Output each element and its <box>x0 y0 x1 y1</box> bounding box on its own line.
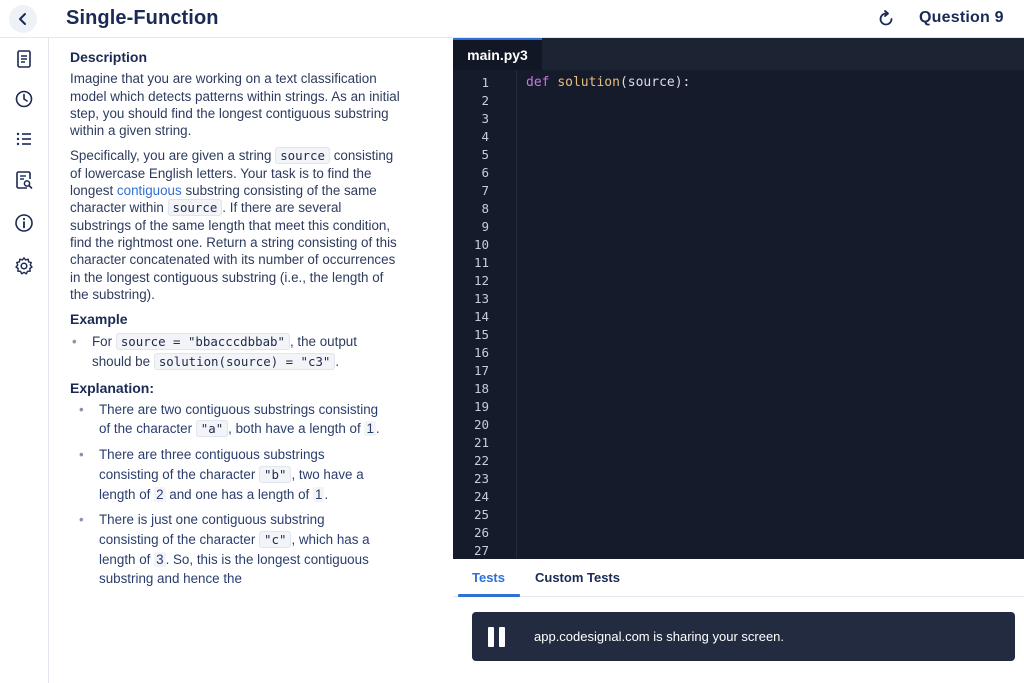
line-number: 12 <box>473 273 489 288</box>
inline-code: source <box>275 147 330 164</box>
clock-icon[interactable] <box>12 87 36 111</box>
line-number: 9 <box>481 219 489 234</box>
line-number: 25 <box>473 507 489 522</box>
inline-code: source = "bbacccdbbab" <box>116 333 290 350</box>
example-item: • For source = "bbacccdbbab" , the output should be solution(source) = "c3" . <box>70 332 400 372</box>
line-number: 1 <box>481 75 489 90</box>
example-heading: Example <box>70 311 128 328</box>
code-input-area[interactable] <box>516 70 1024 559</box>
page-title: Single-Function <box>66 7 219 29</box>
line-number: 17 <box>473 363 489 378</box>
search-document-icon[interactable] <box>12 168 36 192</box>
tests-panel <box>453 559 1024 683</box>
inline-code: solution(source) = "c3" <box>154 353 336 370</box>
screen-share-message: app.codesignal.com is sharing your screen. <box>534 629 785 644</box>
line-number: 19 <box>473 399 489 414</box>
tests-tab-bar <box>453 559 1024 597</box>
contiguous-link[interactable]: contiguous <box>116 183 182 199</box>
line-number: 14 <box>473 309 489 324</box>
line-number: 15 <box>473 327 489 342</box>
line-number: 20 <box>473 417 489 432</box>
line-number: 5 <box>481 147 489 162</box>
line-number-gutter <box>453 74 515 560</box>
question-number[interactable]: Question 9 <box>919 9 1004 26</box>
explanation-item: • There is just one contiguous substring consisting of the character "c" , which has a length of 3 . So, this is the longest contiguous substring and hence the <box>70 510 380 589</box>
tab-custom-tests[interactable]: Custom Tests <box>535 570 620 585</box>
screen-share-banner <box>472 612 1015 661</box>
explanation-item: • There are three contiguous substrings consisting of the character "b" , two have a length of 2 and one has a length of 1 . <box>70 445 380 504</box>
line-number: 10 <box>473 237 489 252</box>
list-icon[interactable] <box>12 127 36 151</box>
active-tab-indicator <box>458 594 520 597</box>
info-icon[interactable] <box>12 211 36 235</box>
line-number: 22 <box>473 453 489 468</box>
line-number: 2 <box>481 93 489 108</box>
line-number: 13 <box>473 291 489 306</box>
example-list <box>70 332 452 372</box>
line-number: 27 <box>473 543 489 558</box>
sidebar <box>0 38 49 683</box>
line-number: 26 <box>473 525 489 540</box>
line-number: 6 <box>481 165 489 180</box>
line-number: 3 <box>481 111 489 126</box>
description-spec: Specifically, you are given a string source consisting of lowercase English letters. Your task is to find the longest contiguous substring consisting of the same character within source . If there are several substrings of the same length that meet this condition, find the rightmost one. Return a string consisting of this character concatenated with its number of occurrences in the longest contiguous substring (i.e., the length of the substring). <box>70 148 397 302</box>
line-number: 21 <box>473 435 489 450</box>
description-panel[interactable] <box>50 38 452 683</box>
inline-code: source <box>168 199 223 216</box>
line-number: 11 <box>473 255 489 270</box>
header-bar <box>0 0 1024 38</box>
chevron-left-icon <box>16 12 30 26</box>
description-intro: Imagine that you are working on a text classification model which detects patterns within strings. As an initial step, you should find the longest contiguous substring within a given string. <box>70 71 400 139</box>
explanation-item: • There are two contiguous substrings consisting of the character "a" , both have a length of 1 . <box>70 400 380 439</box>
reset-button[interactable] <box>874 7 898 31</box>
explanation-list <box>70 400 452 589</box>
code-line: def solution(source): <box>526 75 691 90</box>
line-number: 4 <box>481 129 489 144</box>
tab-tests[interactable]: Tests <box>472 570 505 585</box>
refresh-icon <box>876 9 896 29</box>
line-number: 24 <box>473 489 489 504</box>
line-number: 23 <box>473 471 489 486</box>
line-number: 8 <box>481 201 489 216</box>
gear-icon[interactable] <box>12 254 36 278</box>
line-number: 16 <box>473 345 489 360</box>
tab-main-py3[interactable]: main.py3 <box>453 38 542 70</box>
explanation-heading: Explanation: <box>70 380 155 397</box>
description-heading: Description <box>70 49 148 65</box>
line-number: 18 <box>473 381 489 396</box>
pause-icon[interactable] <box>488 627 508 647</box>
editor-tab-bar <box>453 38 1024 70</box>
description-icon[interactable] <box>12 47 36 71</box>
back-button[interactable] <box>9 5 37 33</box>
line-number: 7 <box>481 183 489 198</box>
code-editor <box>453 38 1024 559</box>
